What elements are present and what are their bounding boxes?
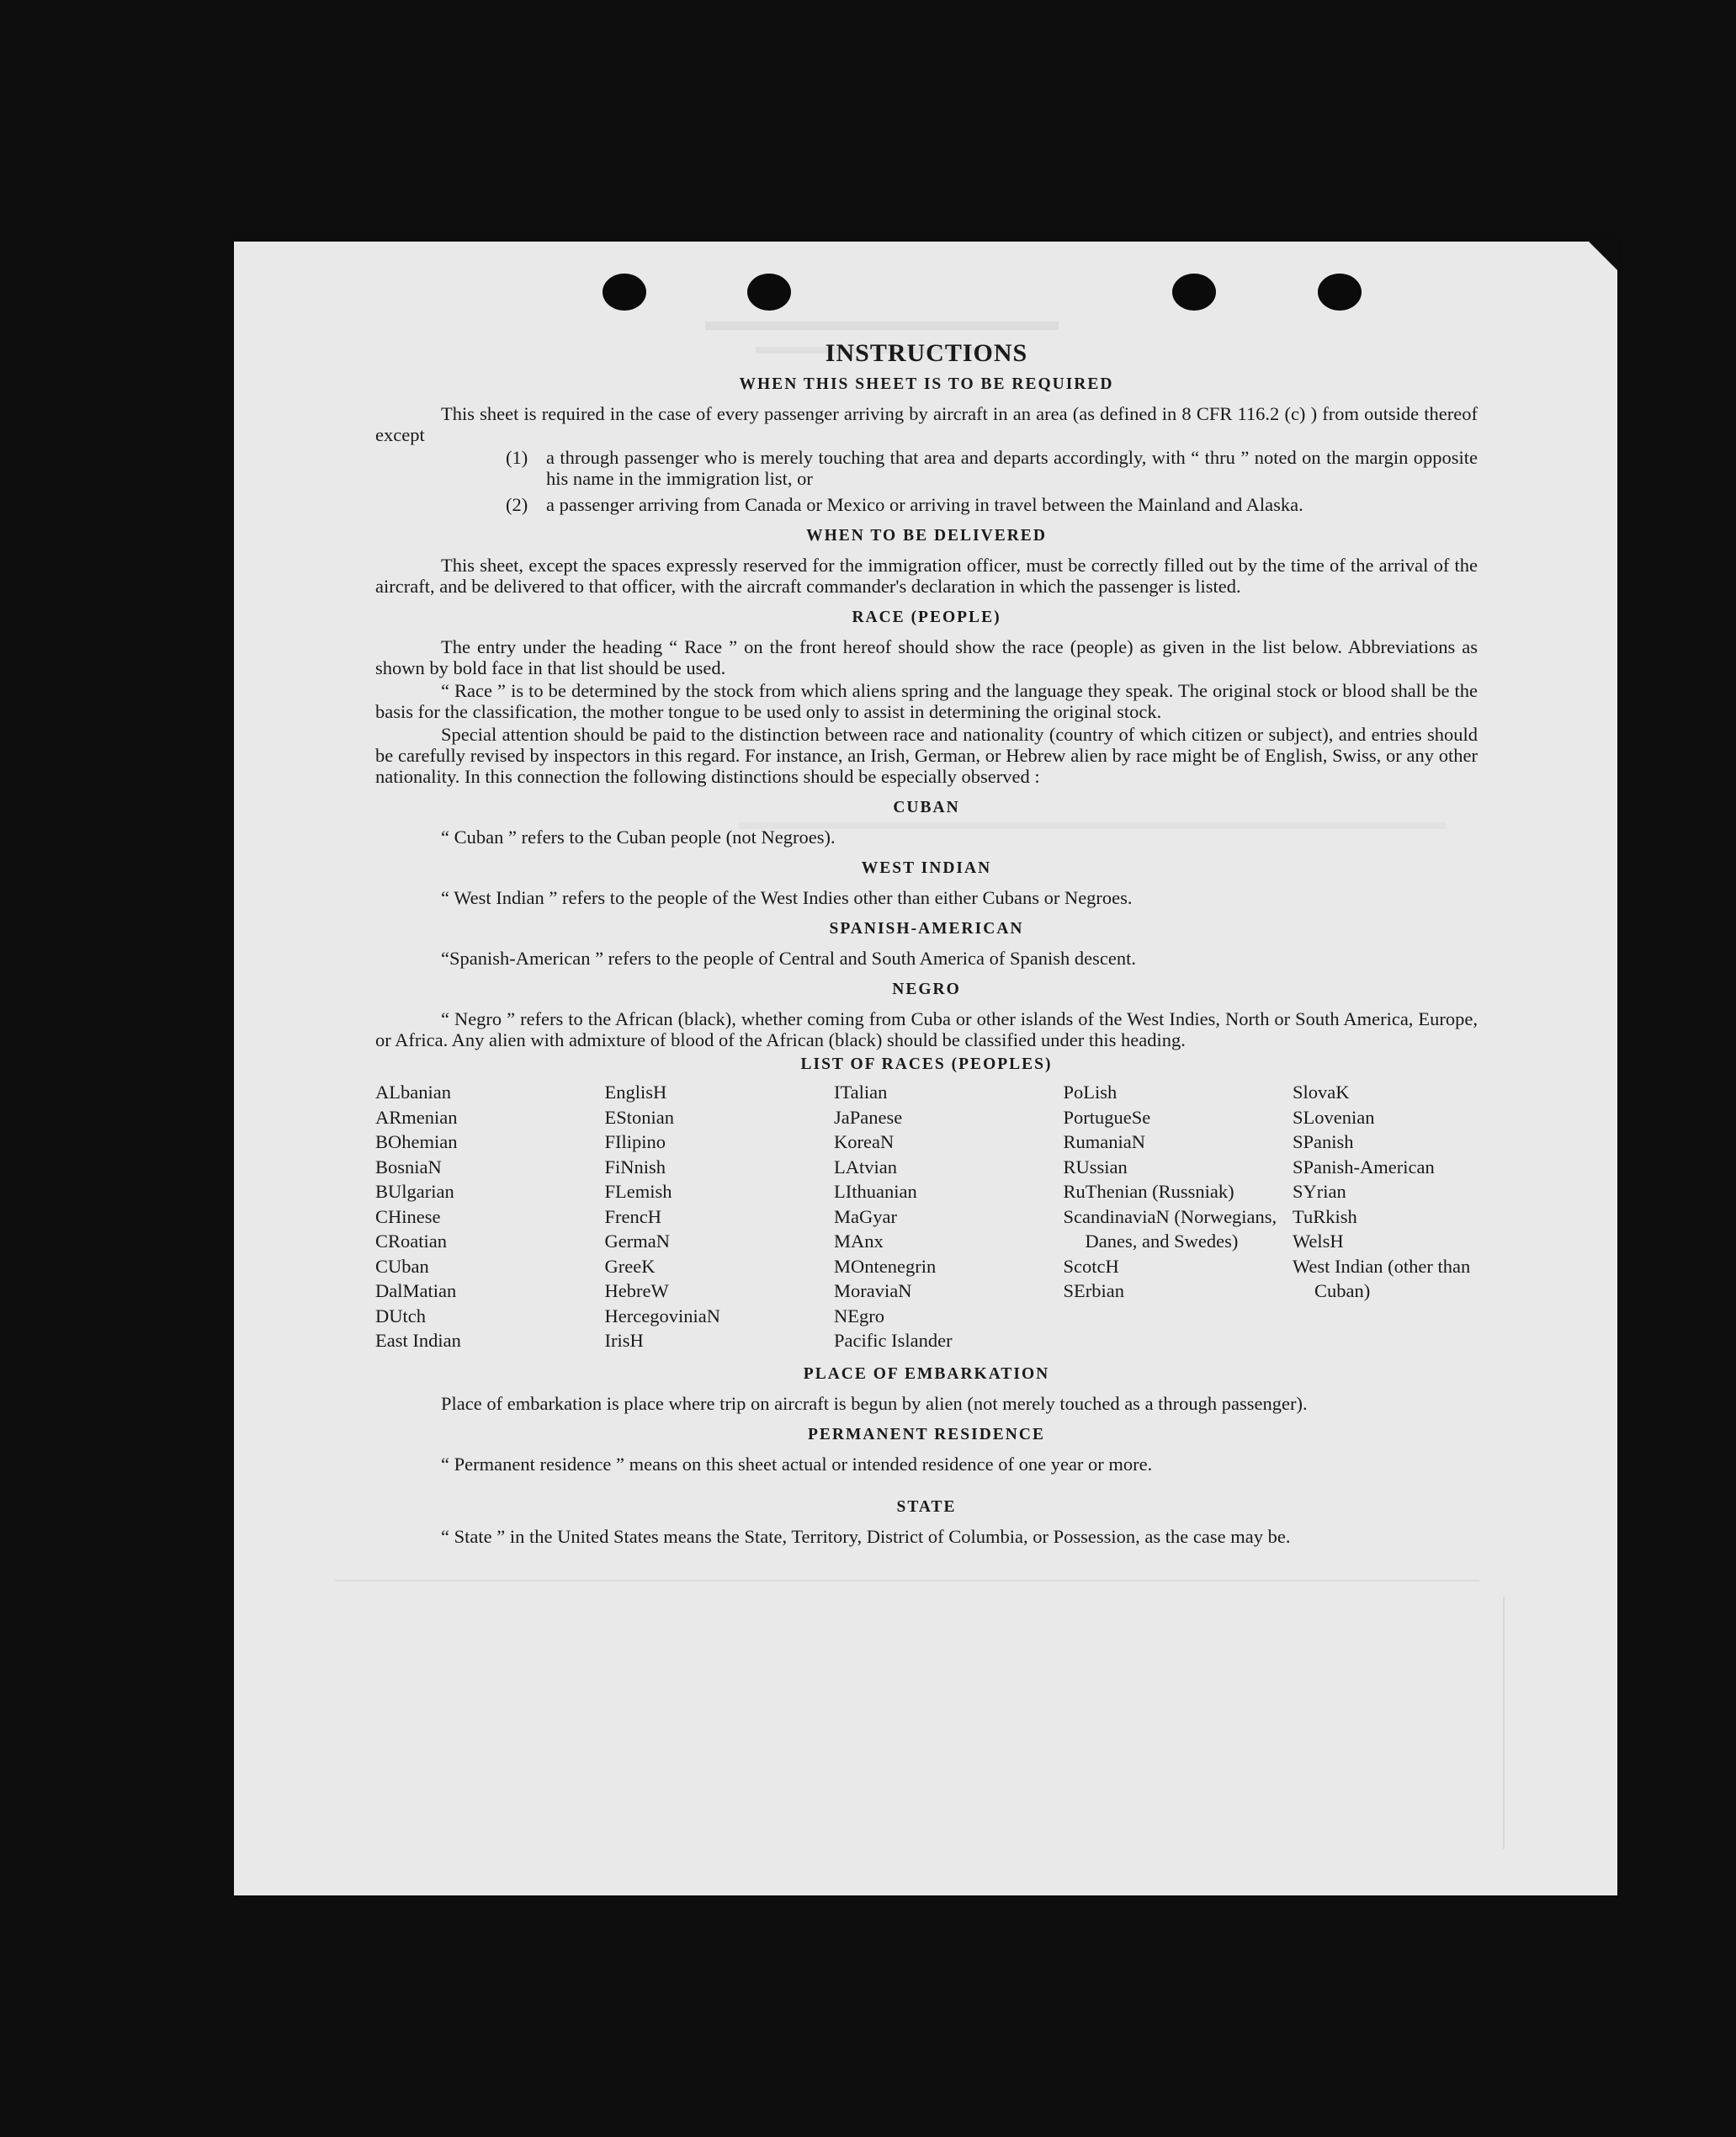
race-entry: SErbian — [1063, 1280, 1124, 1301]
section-heading: WHEN THIS SHEET IS TO BE REQUIRED — [739, 375, 1114, 393]
race-entry: SPanish — [1293, 1131, 1354, 1152]
race-entry: FrencH — [604, 1205, 661, 1227]
list-item — [506, 494, 1478, 515]
paragraph: “Spanish-American ” refers to the people of Central and South America of Spanish descent. — [441, 948, 1136, 969]
list-number: (2) — [506, 494, 528, 515]
section-heading: WHEN TO BE DELIVERED — [806, 527, 1047, 545]
paragraph: “ Negro ” refers to the African (black), whether coming from Cuba or other islands of the West Indies, North or South America, Europe, or Africa. Any alien with admixture of blood of the African (black) should be classified under this heading. — [375, 1008, 1478, 1050]
punch-hole — [1172, 274, 1216, 311]
punch-hole — [1318, 274, 1362, 311]
race-entry: ARmenian — [375, 1106, 458, 1128]
folded-corner — [1587, 240, 1619, 272]
race-entry: MoraviaN — [834, 1280, 912, 1301]
paragraph: Place of embarkation is place where trip on aircraft is begun by alien (not merely touched as a through passenger). — [441, 1392, 1308, 1414]
instructions-content — [375, 339, 1478, 1549]
race-entry: PoLish — [1063, 1082, 1118, 1103]
races-column — [1064, 1080, 1282, 1353]
paragraph: “ Permanent residence ” means on this sheet actual or intended residence of one year or more. — [441, 1453, 1153, 1475]
race-entry: IrisH — [604, 1330, 644, 1351]
show-through-mark — [1503, 1597, 1505, 1849]
list-number: (1) — [506, 447, 528, 468]
races-column — [1293, 1080, 1478, 1353]
race-entry: LAtvian — [834, 1156, 897, 1177]
race-entry: SlovaK — [1293, 1082, 1350, 1103]
race-entry: FIlipino — [604, 1131, 666, 1152]
race-entry: MaGyar — [834, 1205, 897, 1227]
races-column — [605, 1080, 824, 1353]
punch-hole — [603, 274, 646, 311]
race-entry: BOhemian — [375, 1131, 458, 1152]
section-heading: RACE (PEOPLE) — [852, 609, 1001, 626]
paragraph: This sheet, except the spaces expressly reserved for the immigration officer, must be correctly filled out by the time of the arrival of the aircraft, and be delivered to that officer, with the aircraft commander's declaration in which the passenger is listed. — [375, 555, 1478, 597]
race-entry: West Indian (other than Cuban) — [1293, 1255, 1471, 1301]
race-entry: ScotcH — [1063, 1255, 1119, 1277]
race-entry: GermaN — [604, 1231, 670, 1252]
race-entry: SYrian — [1293, 1181, 1346, 1202]
paragraph: The entry under the heading “ Race ” on the front hereof should show the race (people) as given in the list below. Abbreviations as shown by bold face in that list should be used. — [375, 636, 1478, 678]
race-entry: CHinese — [375, 1205, 441, 1227]
race-entry: ALbanian — [375, 1082, 451, 1103]
list-text: a through passenger who is merely touching that area and departs accordingly, with “ thru ” noted on the margin opposite his name in the immigration list, or — [546, 447, 1478, 489]
section-heading: CUBAN — [893, 799, 960, 816]
punch-hole — [747, 274, 791, 311]
races-column — [375, 1080, 594, 1353]
race-entry: SLovenian — [1293, 1106, 1375, 1128]
race-entry: East Indian — [375, 1330, 461, 1351]
race-entry: RumaniaN — [1063, 1131, 1145, 1152]
section-heading: WEST INDIAN — [861, 859, 992, 877]
list-text: a passenger arriving from Canada or Mexico or arriving in travel between the Mainland and Alaska. — [546, 494, 1303, 515]
race-entry: BosniaN — [375, 1156, 442, 1177]
paragraph: “ West Indian ” refers to the people of the West Indies other than either Cubans or Negroes. — [441, 887, 1133, 908]
race-entry: JaPanese — [834, 1106, 903, 1128]
page-title: INSTRUCTIONS — [825, 339, 1028, 367]
list-item — [506, 447, 1478, 489]
race-entry: ScandinaviaN (Norwegians, Danes, and Swedes) — [1063, 1205, 1277, 1252]
document-sheet — [234, 242, 1617, 1895]
races-column — [834, 1080, 1053, 1353]
race-entry: HebreW — [604, 1280, 669, 1301]
section-heading: PERMANENT RESIDENCE — [808, 1425, 1045, 1443]
section-heading: SPANISH-AMERICAN — [829, 920, 1024, 938]
race-entry: CRoatian — [375, 1231, 447, 1252]
race-entry: CUban — [375, 1255, 429, 1277]
race-entry: RUssian — [1063, 1156, 1128, 1177]
paragraph: “ State ” in the United States means the State, Territory, District of Columbia, or Possession, as the case may be. — [441, 1525, 1291, 1547]
race-entry: MAnx — [834, 1231, 884, 1252]
paragraph: This sheet is required in the case of every passenger arriving by aircraft in an area (as defined in 8 CFR 116.2 (c) ) from outside thereof except — [375, 403, 1478, 445]
show-through-mark — [705, 322, 1059, 330]
race-entry: FLemish — [604, 1181, 672, 1202]
paragraph: “ Race ” is to be determined by the stock from which aliens spring and the language they speak. The original stock or blood shall be the basis for the classification, the mother tongue to be used only to assist in determining the original stock. — [375, 680, 1478, 722]
race-entry: LIthuanian — [834, 1181, 917, 1202]
race-entry: ITalian — [834, 1082, 888, 1103]
section-heading: NEGRO — [892, 981, 961, 998]
paragraph: “ Cuban ” refers to the Cuban people (not Negroes). — [441, 827, 836, 848]
race-entry: KoreaN — [834, 1131, 895, 1152]
race-entry: NEgro — [834, 1305, 884, 1326]
race-entry: Pacific Islander — [834, 1330, 953, 1351]
race-entry: WelsH — [1293, 1231, 1344, 1252]
race-entry: FiNnish — [604, 1156, 666, 1177]
race-entry: SPanish-American — [1293, 1156, 1435, 1177]
race-entry: RuThenian (Russniak) — [1063, 1181, 1234, 1202]
race-entry: BUlgarian — [375, 1181, 454, 1202]
section-heading: LIST OF RACES (PEOPLES) — [800, 1055, 1053, 1073]
race-entry: MOntenegrin — [834, 1255, 937, 1277]
section-heading: PLACE OF EMBARKATION — [803, 1364, 1050, 1383]
races-list — [375, 1080, 1478, 1353]
race-entry: DUtch — [375, 1305, 426, 1326]
paragraph: Special attention should be paid to the distinction between race and nationality (country of which citizen or subject), and entries should be carefully revised by inspectors in this regard. For instance, an Irish, German, or Hebrew alien by race might be of English, Swiss, or any other nationality. In this connection the following distinctions should be especially observed : — [375, 724, 1478, 787]
race-entry: HercegoviniaN — [604, 1305, 720, 1326]
race-entry: TuRkish — [1293, 1205, 1357, 1227]
section-heading: STATE — [896, 1497, 957, 1516]
race-entry: EStonian — [604, 1106, 674, 1128]
race-entry: GreeK — [604, 1255, 656, 1277]
show-through-mark — [335, 1580, 1479, 1581]
race-entry: PortugueSe — [1063, 1106, 1151, 1128]
race-entry: EnglisH — [604, 1082, 667, 1103]
race-entry: DalMatian — [375, 1280, 457, 1301]
